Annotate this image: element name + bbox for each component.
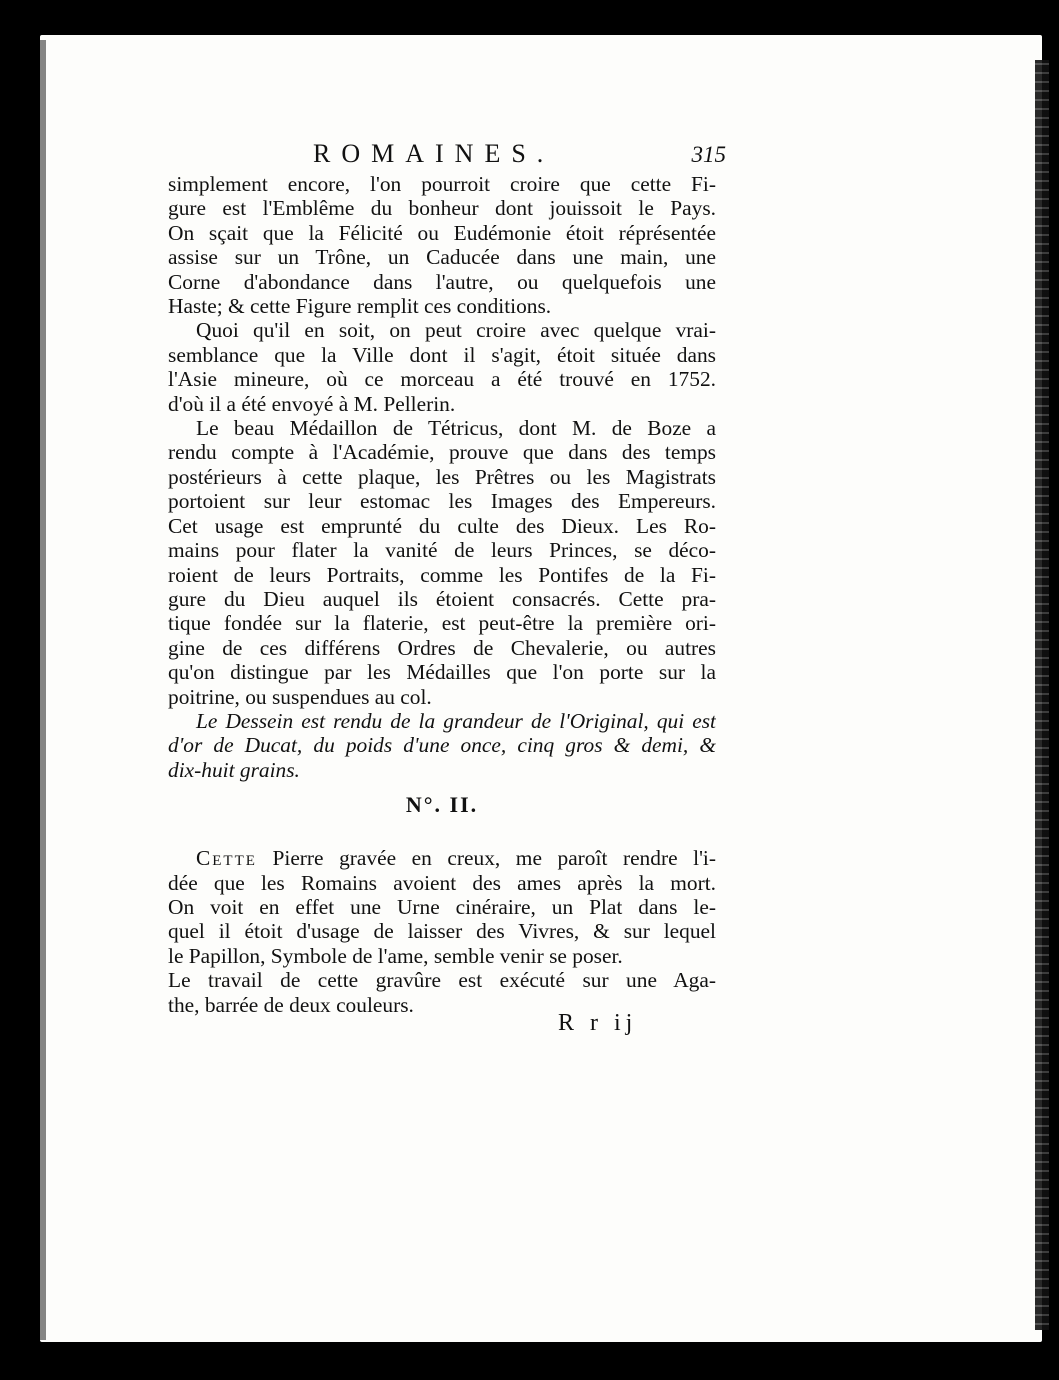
text-line: postérieurs à cette plaque, les Prêtres ou les Magistrats: [168, 464, 716, 489]
text-run: Pierre gravée en creux, me paroît rendre l'i-: [256, 846, 716, 871]
section-heading: N°. II.: [405, 792, 479, 818]
text-line: rendu compte à l'Académie, prouve que dans des temps: [168, 440, 716, 465]
spacer: [168, 782, 716, 788]
text-line: gure est l'Emblême du bonheur dont jouissoit le Pays.: [168, 196, 716, 221]
text-line: portoient sur leur estomac les Images des Empereurs.: [168, 489, 716, 514]
text-line: On sçait que la Félicité ou Eudémonie étoit réprésentée: [168, 220, 716, 245]
text-line: [168, 846, 716, 870]
text-line: Le beau Médaillon de Tétricus, dont M. de Boze a: [196, 416, 716, 441]
text-line: assise sur un Trône, un Caducée dans une main, une: [168, 245, 716, 270]
text-line: simplement encore, l'on pourroit croire que cette Fi-: [168, 172, 716, 196]
text-line: d'où il a été envoyé à M. Pellerin.: [168, 391, 456, 416]
text-line: l'Asie mineure, où ce morceau a été trouvé en 1752.: [168, 367, 716, 392]
text-line: mains pour flater la vanité de leurs Princes, se déco-: [168, 538, 716, 563]
page-left-edge-shadow: [40, 40, 46, 1340]
signature-mark: R r ij: [558, 1010, 638, 1036]
text-line: On voit en effet une Urne cinéraire, un Plat dans le-: [168, 894, 716, 919]
text-line: gure du Dieu auquel ils étoient consacrés. Cette pra-: [168, 586, 716, 611]
text-line: the, barrée de deux couleurs.: [168, 992, 414, 1017]
text-line: Corne d'abondance dans l'autre, ou quelquefois une: [168, 269, 716, 294]
text-line: dée que les Romains avoient des ames après la mort.: [168, 870, 716, 895]
page-number: 315: [691, 142, 726, 167]
lead-word: Cette: [196, 846, 257, 871]
text-line: roient de leurs Portraits, comme les Pontifes de la Fi-: [168, 562, 716, 587]
text-line: semblance que la Ville dont il s'agit, étoit située dans: [168, 342, 716, 367]
text-line: Le Dessein est rendu de la grandeur de l'Original, qui est: [196, 708, 716, 733]
paragraph-1: [168, 172, 716, 318]
text-line: Haste; & cette Figure remplit ces conditions.: [168, 294, 552, 319]
text-line: poitrine, ou suspendues au col.: [168, 684, 432, 709]
text-line: tique fondée sur la flaterie, est peut-être la première ori-: [168, 611, 716, 636]
running-head: [168, 138, 726, 172]
spacer: [168, 820, 716, 846]
page-right-edge-stack: [1035, 60, 1049, 1330]
text-line: Quoi qu'il en soit, on peut croire avec quelque vrai-: [196, 318, 716, 343]
text-line: Cet usage est emprunté du culte des Dieux. Les Ro-: [168, 513, 716, 538]
text-line: le Papillon, Symbole de l'ame, semble venir se poser.: [168, 943, 623, 968]
italic-note: [168, 709, 716, 782]
text-line: quel il étoit d'usage de laisser des Vivres, & sur lequel: [168, 919, 716, 944]
running-title: ROMAINES.: [313, 139, 555, 168]
paragraph-4: [168, 846, 716, 968]
text-line: d'or de Ducat, du poids d'une once, cinq gros & demi, &: [168, 733, 716, 758]
paragraph-2: [168, 318, 716, 416]
text-line: Le travail de cette gravûre est exécuté sur une Aga-: [168, 968, 716, 993]
paragraph-3: [168, 416, 716, 709]
text-line: gine de ces différens Ordres de Chevalerie, ou autres: [168, 635, 716, 660]
text-line: qu'on distingue par les Médailles que l'on porte sur la: [168, 660, 716, 685]
page-text-block: [168, 138, 726, 1017]
text-line: dix-huit grains.: [168, 757, 300, 782]
